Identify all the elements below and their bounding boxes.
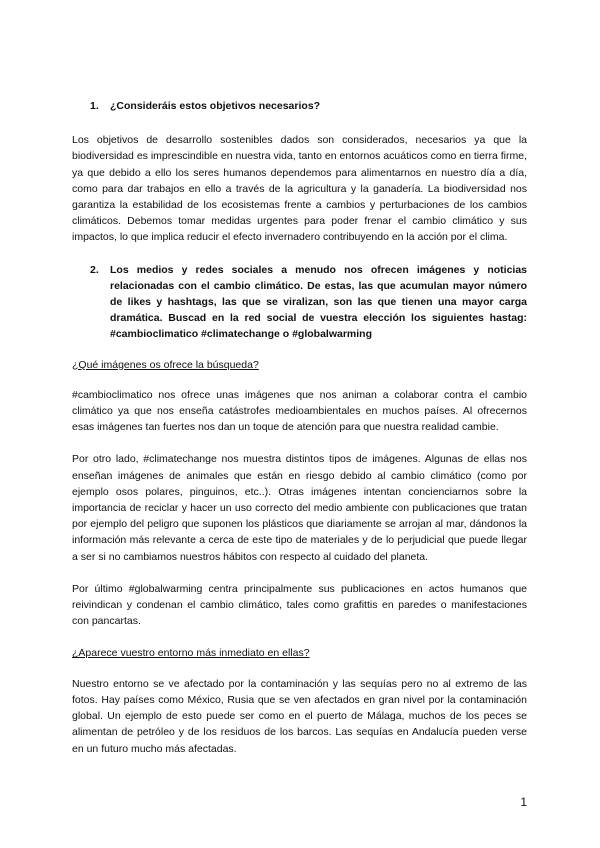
question-2-title: Los medios y redes sociales a menudo nos ofrecen imágenes y noticias relacionadas con el cambio climático. De estas, las que acumulan mayor número de likes y hashtags, las que se viralizan, son las que tienen una mayor carga dramática. Buscad en la red social de vuestra elección los siguientes hastag: #cambioclimatico #climatechange o #globalwarming	[110, 263, 527, 341]
page-number: 1	[520, 795, 527, 809]
climatechange-paragraph: Por otro lado, #climatechange nos muestra distintos tipos de imágenes. Algunas de ellas nos enseñan imágenes de animales que están en riesgo debido al cambio climático (como por ejemplo osos polares, pinguinos, etc..). Otras imágenes intentan concienciarnos sobre la importancia de reciclar y hacer un uso correcto del medio ambiente con publicaciones que tratan por ejemplo del peligro que suponen los plásticos que diariamente se arrojan al mar, dándonos la información más relevante a cerca de este tipo de materiales y de lo perjudicial que puede llegar a ser si no cambiamos nuestros hábitos con respecto al cuidado del planeta.	[72, 453, 527, 563]
question-1-heading	[72, 98, 527, 114]
cambioclimatico-paragraph: #cambioclimatico nos ofrece unas imágenes que nos animan a colaborar contra el cambio climático ya que nos enseña catástrofes medioambientales en muchos países. Al ofrecernos esas imágenes tan fuertes nos dan un toque de atención para que nuestra realidad cambie.	[72, 388, 527, 434]
entorno-paragraph: Nuestro entorno se ve afectado por la contaminación y las sequías pero no al extremo de las fotos. Hay países como México, Rusia que se ven afectados en gran nivel por la contaminación global. Un ejemplo de esto puede ser como en el puerto de Málaga, muchos de los peces se alimentan de petróleo y de los residuos de los barcos. Las sequías en Andalucía pueden verse en un futuro mucho más afectadas.	[72, 677, 527, 755]
globalwarming-paragraph: Por último #globalwarming centra principalmente sus publicaciones en actos humanos que reivindican y condenan el cambio climático, tales como grafittis en paredes o manifestaciones con pancartas.	[72, 582, 527, 628]
question-1-title: ¿Consideráis estos objetivos necesarios?	[110, 100, 321, 112]
question-2-heading	[72, 262, 527, 343]
subquestion-2: ¿Aparece vuestro entorno más inmediato en ellas?	[72, 647, 310, 660]
subquestion-1: ¿Qué imágenes os ofrece la búsqueda?	[72, 358, 259, 371]
question-1-number: 1.	[90, 100, 99, 112]
question-2-number: 2.	[90, 263, 99, 276]
page-content	[72, 98, 527, 773]
answer-1-paragraph: Los objetivos de desarrollo sostenibles dados son considerados, necesarios ya que la biodiversidad es imprescindible en nuestra vida, tanto en entornos acuáticos como en tierra firme, ya que debido a ello los seres humanos dependemos para alimentarnos en nuestro día a día, como para dar trabajos en ello a través de la agricultura y la ganadería. La biodiversidad nos garantiza la estabilidad de los ecosistemas frente a cambios y perturbaciones de los cambios climáticos. Debemos tomar medidas urgentes para poder frenar el cambio climático y sus impactos, lo que implica reducir el efecto invernadero contribuyendo en la acción por el clima.	[72, 134, 527, 244]
